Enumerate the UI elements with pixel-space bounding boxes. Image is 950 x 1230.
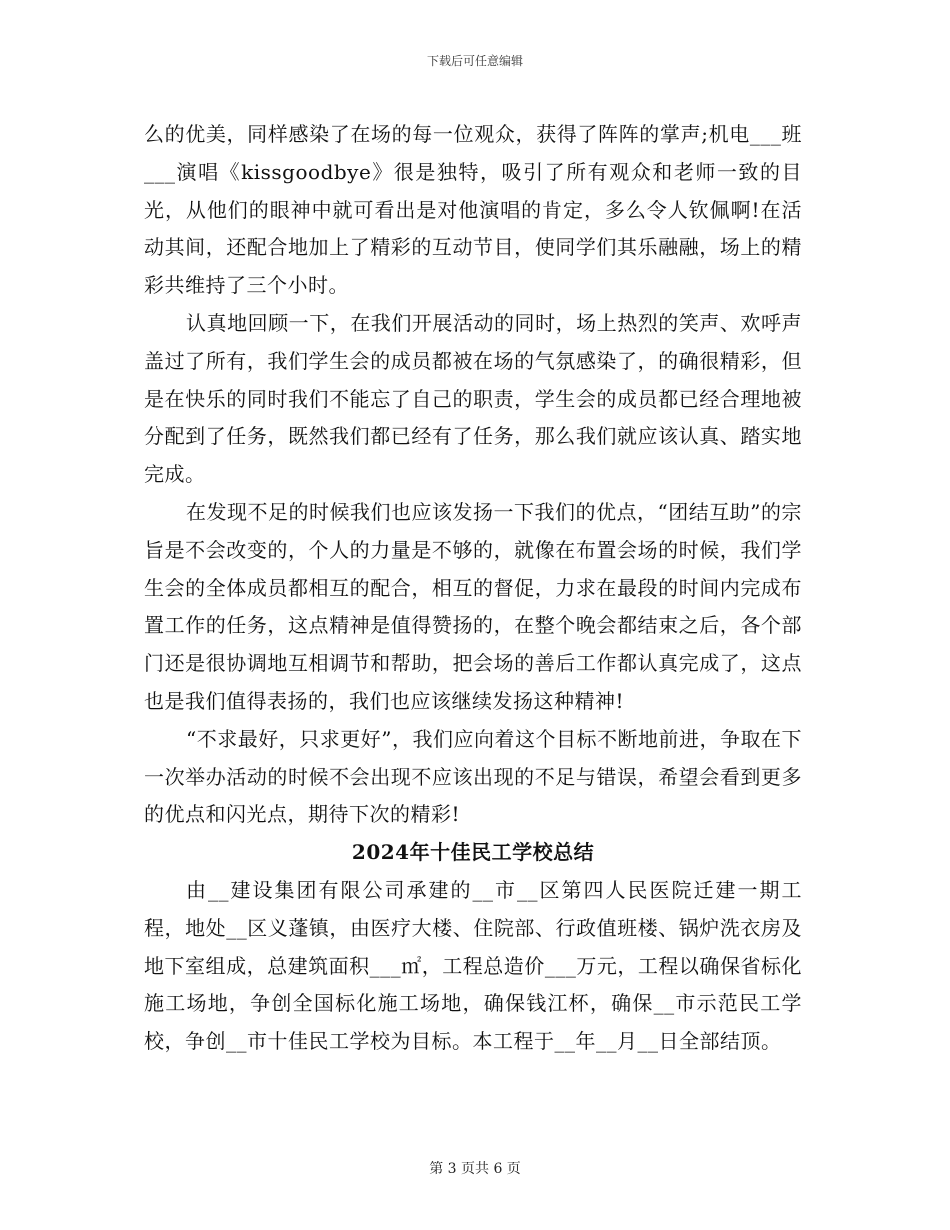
page-footer: 第 3 页共 6 页 bbox=[429, 1161, 521, 1177]
section-title: 2024年十佳民工学校总结 bbox=[351, 840, 595, 865]
page-header: 下载后可任意编辑 bbox=[426, 54, 523, 68]
paragraph-strengths: 在发现不足的时候我们也应该发扬一下我们的优点，“团结互助”的宗旨是不会改变的，个人的力量是不够的，就像在布置会场的时候，我们学生会的全体成员都相互的配合，相互的督促，力求在最段的时间内完成布置工作的任务，这点精神是值得赞扬的，在整个晚会都结束之后，各个部门还是很协调地互相调节和帮助，把会场的善后工作都认真完成了，这点也是我们值得表扬的，我们也应该继续发扬这种精神! bbox=[144, 499, 802, 713]
paragraph-review: 认真地回顾一下，在我们开展活动的同时，场上热烈的笑声、欢呼声盖过了所有，我们学生会的成员都被在场的气氛感染了，的确很精彩，但是在快乐的同时我们不能忘了自己的职责，学生会的成员都已经合理地被分配到了任务，既然我们都已经有了任务，那么我们就应该认真、踏实地完成。 bbox=[144, 310, 802, 487]
paragraph-project-intro: 由__建设集团有限公司承建的__市__区第四人民医院迁建一期工程，地处__区义蓬镇，由医疗大楼、住院部、行政值班楼、锅炉洗衣房及地下室组成，总建筑面积___㎡，工程总造价___万元，工程以确保省标化施工场地，争创全国标化施工场地，确保钱江杯，确保__市示范民工学校，争创__市十佳民工学校为目标。本工程于__年__月__日全部结顶。 bbox=[144, 877, 802, 1054]
document-body bbox=[144, 116, 802, 1061]
paragraph-goal: “不求最好，只求更好”，我们应向着这个目标不断地前进，争取在下一次举办活动的时候不会出现不应该出现的不足与错误，希望会看到更多的优点和闪光点，期待下次的精彩! bbox=[144, 726, 802, 827]
paragraph-continuation: 么的优美，同样感染了在场的每一位观众，获得了阵阵的掌声;机电___班___演唱《kissgoodbye》很是独特，吸引了所有观众和老师一致的目光，从他们的眼神中就可看出是对他演唱的肯定，多么令人钦佩啊!在活动其间，还配合地加上了精彩的互动节目，使同学们其乐融融，场上的精彩共维持了三个小时。 bbox=[144, 122, 802, 298]
